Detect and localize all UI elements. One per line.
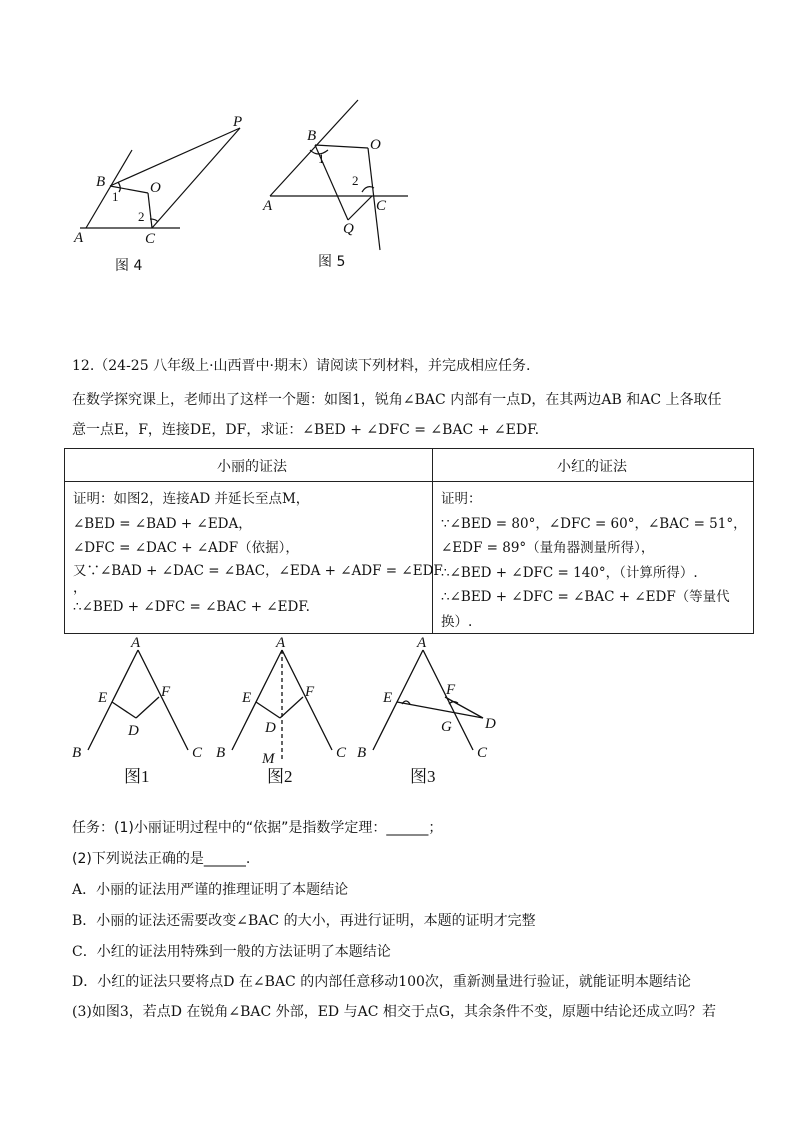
xiaohong-line-2: ∵∠BED = 80°，∠DFC = 60°，∠BAC = 51°， [441,515,747,532]
fig5-label-1: 1 [318,151,325,166]
fig1-line-df [136,697,159,718]
table-header-xiaoli: 小丽的证法 [217,459,287,475]
table-header-xiaohong: 小红的证法 [557,459,627,475]
fig3-line-ed [397,702,483,718]
xiaohong-line-6: 换）. [441,613,473,630]
option-b: B．小丽的证法还需要改变∠BAC 的大小，再进行证明，本题的证明才完整 [72,913,536,929]
fig2-label-a: A [276,635,286,651]
fig5-caption: 图 5 [318,254,346,270]
fig2-label-d: D [265,720,276,736]
xiaoli-line-5: ， [73,579,87,596]
fig1-label-c: C [192,745,203,761]
fig5-label-a: A [263,198,273,214]
xiaoli-line-6: ∴∠BED + ∠DFC = ∠BAC + ∠EDF. [73,598,310,615]
fig5-label-b: B [307,128,317,144]
fig4-label-2: 2 [138,209,145,224]
fig2-line-df [280,697,303,718]
task-1: 任务：(1)小丽证明过程中的“依据”是指数学定理：______； [72,820,443,836]
task-2: (2)下列说法正确的是______. [72,851,251,867]
fig5-label-q: Q [343,221,354,237]
fig1-label-e: E [98,690,108,706]
fig2-label-e: E [242,690,252,706]
option-d: D．小红的证法只要将点D 在∠BAC 的内部任意移动100次，重新测量进行验证，就能证明本题结论 [72,974,691,990]
fig3-label-f: F [446,682,456,698]
fig2-label-m: M [262,751,275,767]
fig4-label-c: C [145,231,156,247]
xiaohong-line-1: 证明： [441,491,482,507]
xiaoli-line-3: ∠DFC = ∠DAC + ∠ADF（依据）， [73,540,299,556]
fig3-label-e: E [383,690,393,706]
fig2-label-c: C [336,745,347,761]
xiaoli-line-4: 又∵∠BAD + ∠DAC = ∠BAC，∠EDA + ∠ADF = ∠EDF [73,562,443,579]
fig2-line-ac [282,650,332,750]
xiaoli-line-2: ∠BED = ∠BAD + ∠EDA， [73,515,252,532]
fig3-caption: 图3 [410,767,436,786]
option-a: A．小丽的证法用严谨的推理证明了本题结论 [72,882,349,898]
fig4-label-p: P [233,114,243,130]
xiaoli-line-1: 证明：如图2，连接AD 并延长至点M， [73,491,310,507]
fig2-caption: 图2 [267,767,293,786]
fig3-label-c: C [477,745,488,761]
task-3: (3)如图3，若点D 在锐角∠BAC 外部，ED 与AC 相交于点G，其余条件不变，原题中结论还成立吗？若 [72,1004,717,1020]
fig1-label-b: B [72,745,82,761]
fig3-line-ac [423,650,473,750]
fig1-line-ed [112,702,136,718]
fig2-label-b: B [216,745,226,761]
fig1-label-a: A [131,635,141,651]
fig2-label-f: F [305,684,315,700]
xiaohong-line-3: ∠EDF = 89°（量角器测量所得）， [441,540,655,556]
problem-number-source: 12.（24-25 八年级上·山西晋中·期末）请阅读下列材料，并完成相应任务. [72,358,531,374]
problem-intro-line1: 在数学探究课上，老师出了这样一个题：如图1，锐角∠BAC 内部有一点D，在其两边AB 和AC 上各取任 [72,392,722,408]
fig1-caption: 图1 [124,767,150,786]
fig5-label-o: O [370,137,381,153]
fig3-label-a: A [417,635,427,651]
fig4-caption: 图 4 [115,258,143,274]
fig5-label-c: C [376,198,387,214]
fig4-label-o: O [150,180,161,196]
xiaohong-line-4: ∴∠BED + ∠DFC = 140°，（计算所得）. [441,564,698,581]
xiaohong-line-5: ∴∠BED + ∠DFC = ∠BAC + ∠EDF（等量代 [441,589,730,605]
problem-intro-line2: 意一点E，F，连接DE，DF，求证：∠BED + ∠DFC = ∠BAC + ∠EDF. [72,422,540,438]
fig1-label-f: F [161,684,171,700]
fig3-label-g: G [441,719,452,735]
fig4-label-b: B [96,174,106,190]
fig2-line-ed [256,702,280,718]
option-c: C．小红的证法用特殊到一般的方法证明了本题结论 [72,944,391,960]
fig5-label-2: 2 [352,173,359,188]
fig4-label-a: A [74,230,84,246]
fig3-line-ab [373,650,423,750]
fig3-label-d: D [485,716,496,732]
fig1-label-d: D [128,723,139,739]
fig3-label-b: B [357,745,367,761]
fig4-label-1: 1 [112,189,119,204]
fig1-line-ac [138,650,188,750]
